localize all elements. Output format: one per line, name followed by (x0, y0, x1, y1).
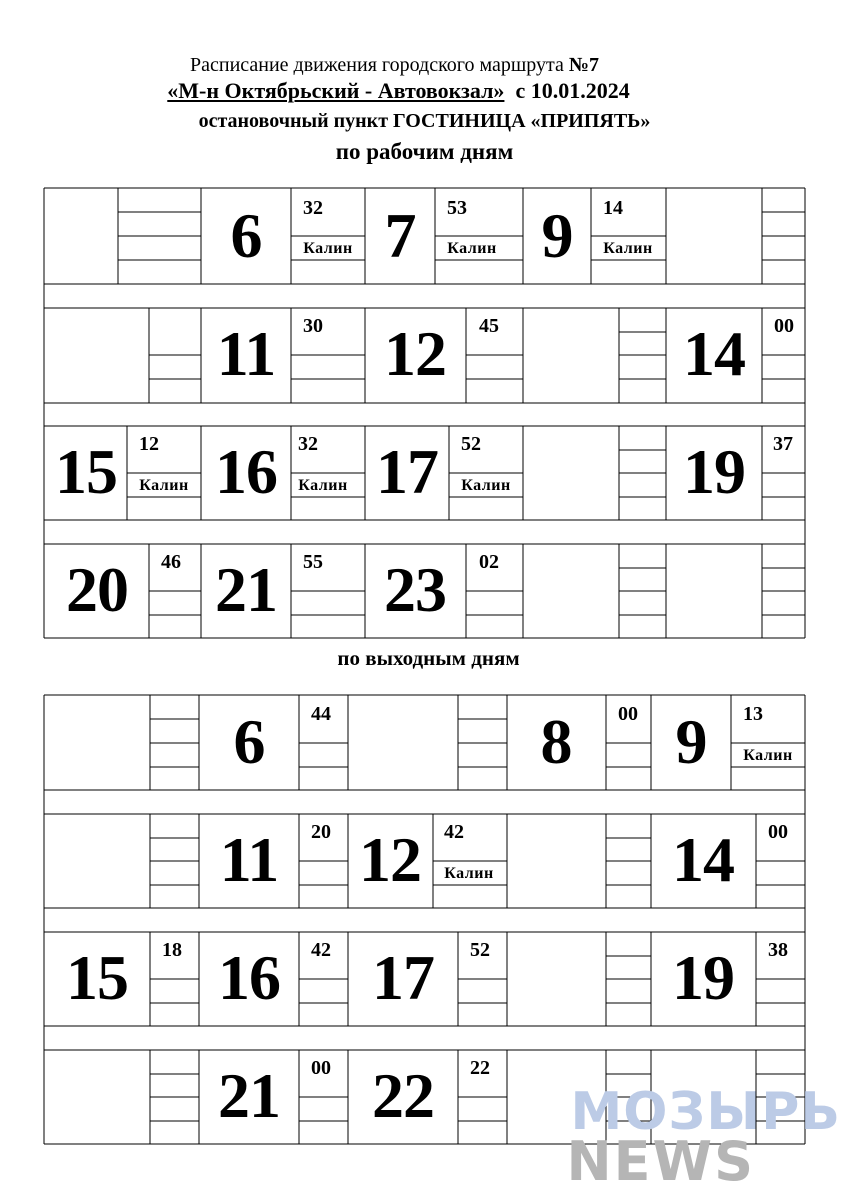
weekday-minutes-12: 45 (479, 315, 499, 337)
weekend-hour-12: 12 (359, 824, 421, 895)
weekend-section-title: по выходным дням (337, 646, 520, 670)
weekday-minutes-9: 14 (603, 197, 623, 219)
watermark-logo-bottom: NEWS (566, 1130, 755, 1193)
weekday-minutes-7: 53 (447, 197, 467, 219)
weekday-hour-11: 11 (216, 318, 276, 389)
weekend-hour-14: 14 (672, 824, 734, 895)
route-number: №7 (568, 54, 599, 76)
weekday-note-17: Калин (461, 477, 511, 494)
weekday-minutes-11: 30 (303, 315, 323, 337)
weekend-hour-16: 16 (218, 942, 280, 1013)
schedule-title: Расписание движения городского маршрута №7 (189, 54, 599, 76)
weekday-minutes-16: 32 (298, 433, 318, 455)
valid-from-date: с 10.01.2024 (515, 78, 630, 103)
weekend-minutes-6: 44 (311, 703, 331, 725)
weekend-minutes-16: 42 (311, 939, 331, 961)
weekday-hour-16: 16 (215, 436, 277, 507)
weekday-minutes-19: 37 (773, 433, 793, 455)
weekend-note-12: Калин (444, 865, 494, 882)
weekday-hour-21: 21 (215, 554, 277, 625)
weekday-minutes-14: 00 (774, 315, 794, 337)
weekend-minutes-8: 00 (618, 703, 638, 725)
route-name: «М-н Октябрьский - Автовокзал» (167, 78, 505, 103)
weekday-minutes-6: 32 (303, 197, 323, 219)
weekday-hour-23: 23 (384, 554, 446, 625)
weekend-minutes-9: 13 (743, 703, 763, 725)
weekend-hour-6: 6 (233, 706, 265, 777)
weekend-minutes-15: 18 (162, 939, 182, 961)
weekday-hour-19: 19 (683, 436, 745, 507)
weekend-minutes-17: 52 (470, 939, 490, 961)
weekend-minutes-12: 42 (444, 821, 464, 843)
weekday-note-15: Калин (139, 477, 189, 494)
weekday-minutes-17: 52 (461, 433, 481, 455)
weekday-note-7: Калин (447, 240, 497, 257)
weekend-hour-8: 8 (540, 706, 572, 777)
weekend-note-9: Калин (743, 747, 793, 764)
weekday-hour-20: 20 (66, 554, 128, 625)
weekend-hour-11: 11 (219, 824, 279, 895)
weekday-hour-14: 14 (683, 318, 745, 389)
weekday-hour-9: 9 (541, 200, 573, 271)
weekday-section-title: по рабочим дням (335, 139, 514, 164)
watermark-logo-top: МОЗЫРЬ (570, 1082, 841, 1142)
weekend-hour-17: 17 (372, 942, 434, 1013)
weekday-hour-15: 15 (55, 436, 117, 507)
weekend-hour-22: 22 (372, 1060, 434, 1131)
weekend-minutes-21: 00 (311, 1057, 331, 1079)
weekday-minutes-15: 12 (139, 433, 159, 455)
weekend-minutes-14: 00 (768, 821, 788, 843)
weekday-note-6: Калин (303, 240, 353, 257)
weekday-hour-6: 6 (230, 200, 262, 271)
weekend-hour-19: 19 (672, 942, 734, 1013)
route-line (0, 78, 823, 104)
weekday-minutes-23: 02 (479, 551, 499, 573)
weekend-hour-9: 9 (675, 706, 707, 777)
weekday-hour-17: 17 (376, 436, 438, 507)
weekend-minutes-22: 22 (470, 1057, 490, 1079)
stop-name: остановочный пункт ГОСТИНИЦА «ПРИПЯТЬ» (198, 110, 651, 132)
weekday-hour-12: 12 (384, 318, 446, 389)
weekend-minutes-19: 38 (768, 939, 788, 961)
weekday-hour-7: 7 (384, 200, 416, 271)
weekday-note-16: Калин (298, 477, 348, 494)
weekday-minutes-21: 55 (303, 551, 323, 573)
weekend-minutes-11: 20 (311, 821, 331, 843)
weekday-minutes-20: 46 (161, 551, 181, 573)
weekday-note-9: Калин (603, 240, 653, 257)
weekend-hour-15: 15 (66, 942, 128, 1013)
weekend-hour-21: 21 (218, 1060, 280, 1131)
